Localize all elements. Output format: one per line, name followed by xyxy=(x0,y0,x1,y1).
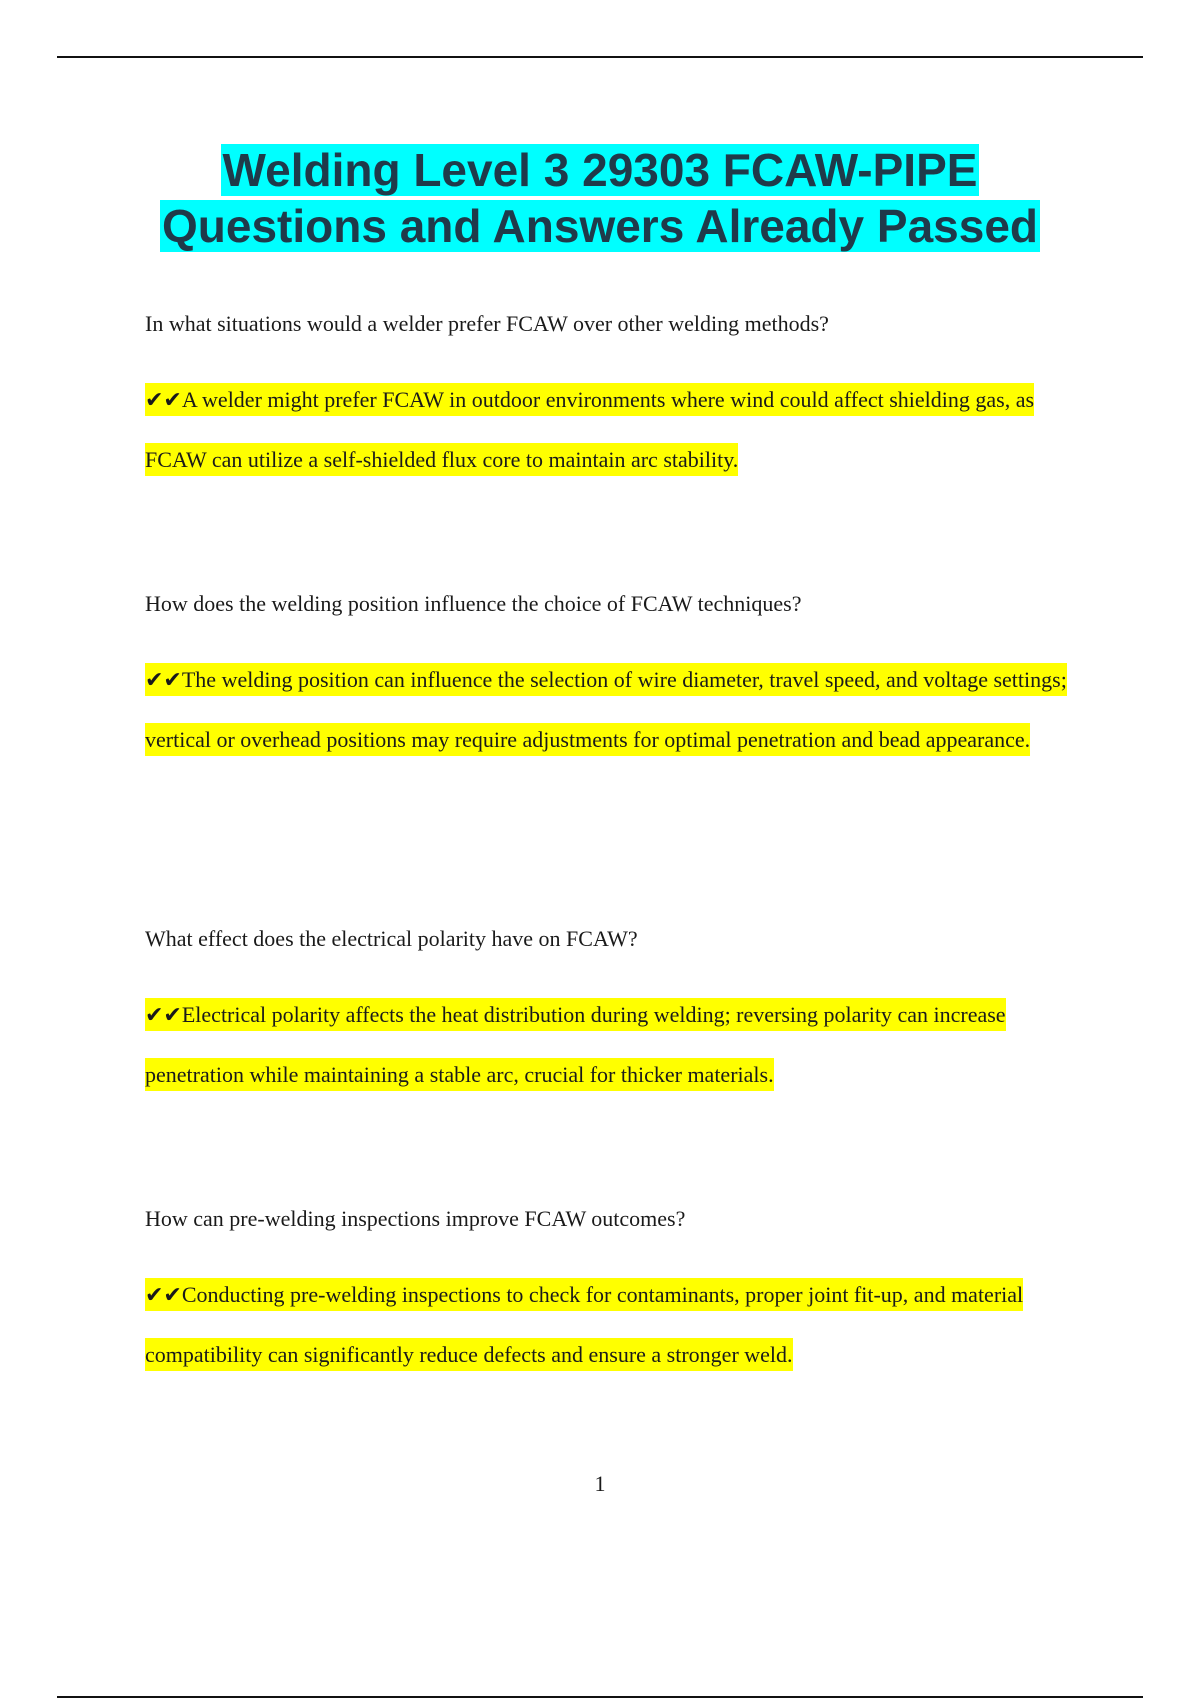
answer-highlight: ✔✔Conducting pre-welding inspections to check for contaminants, proper joint fit-up, and material compatibility can significantly reduce defects and ensure a stronger weld. xyxy=(145,1278,1023,1371)
title-line-1: Welding Level 3 29303 FCAW-PIPE xyxy=(222,144,978,196)
qa-item-2 xyxy=(145,590,1095,770)
title-line-2: Questions and Answers Already Passed xyxy=(161,200,1039,252)
answer-text xyxy=(145,1265,1095,1385)
answer-highlight: ✔✔Electrical polarity affects the heat distribution during welding; reversing polarity can increase penetration while maintaining a stable arc, crucial for thicker materials. xyxy=(145,998,1006,1091)
qa-item-3 xyxy=(145,925,1095,1105)
question-text: How can pre-welding inspections improve FCAW outcomes? xyxy=(145,1206,686,1231)
question-text: How does the welding position influence the choice of FCAW techniques? xyxy=(145,591,802,616)
question-text: In what situations would a welder prefer FCAW over other welding methods? xyxy=(145,311,829,336)
page-number: 1 xyxy=(594,1471,606,1496)
qa-item-4 xyxy=(145,1205,1095,1385)
question-text: What effect does the electrical polarity have on FCAW? xyxy=(145,926,638,951)
answer-highlight: ✔✔A welder might prefer FCAW in outdoor environments where wind could affect shielding gas, as FCAW can utilize a self-shielded flux core to maintain arc stability. xyxy=(145,383,1034,476)
header-rule xyxy=(57,56,1143,58)
document-title xyxy=(0,142,1200,254)
answer-text xyxy=(145,370,1095,490)
footer-rule xyxy=(57,1696,1143,1698)
answer-text xyxy=(145,985,1095,1105)
answer-highlight: ✔✔The welding position can influence the selection of wire diameter, travel speed, and voltage settings; vertical or overhead positions may require adjustments for optimal penetration and bead appearance. xyxy=(145,663,1067,756)
qa-item-1 xyxy=(145,310,1095,490)
answer-text xyxy=(145,650,1095,770)
